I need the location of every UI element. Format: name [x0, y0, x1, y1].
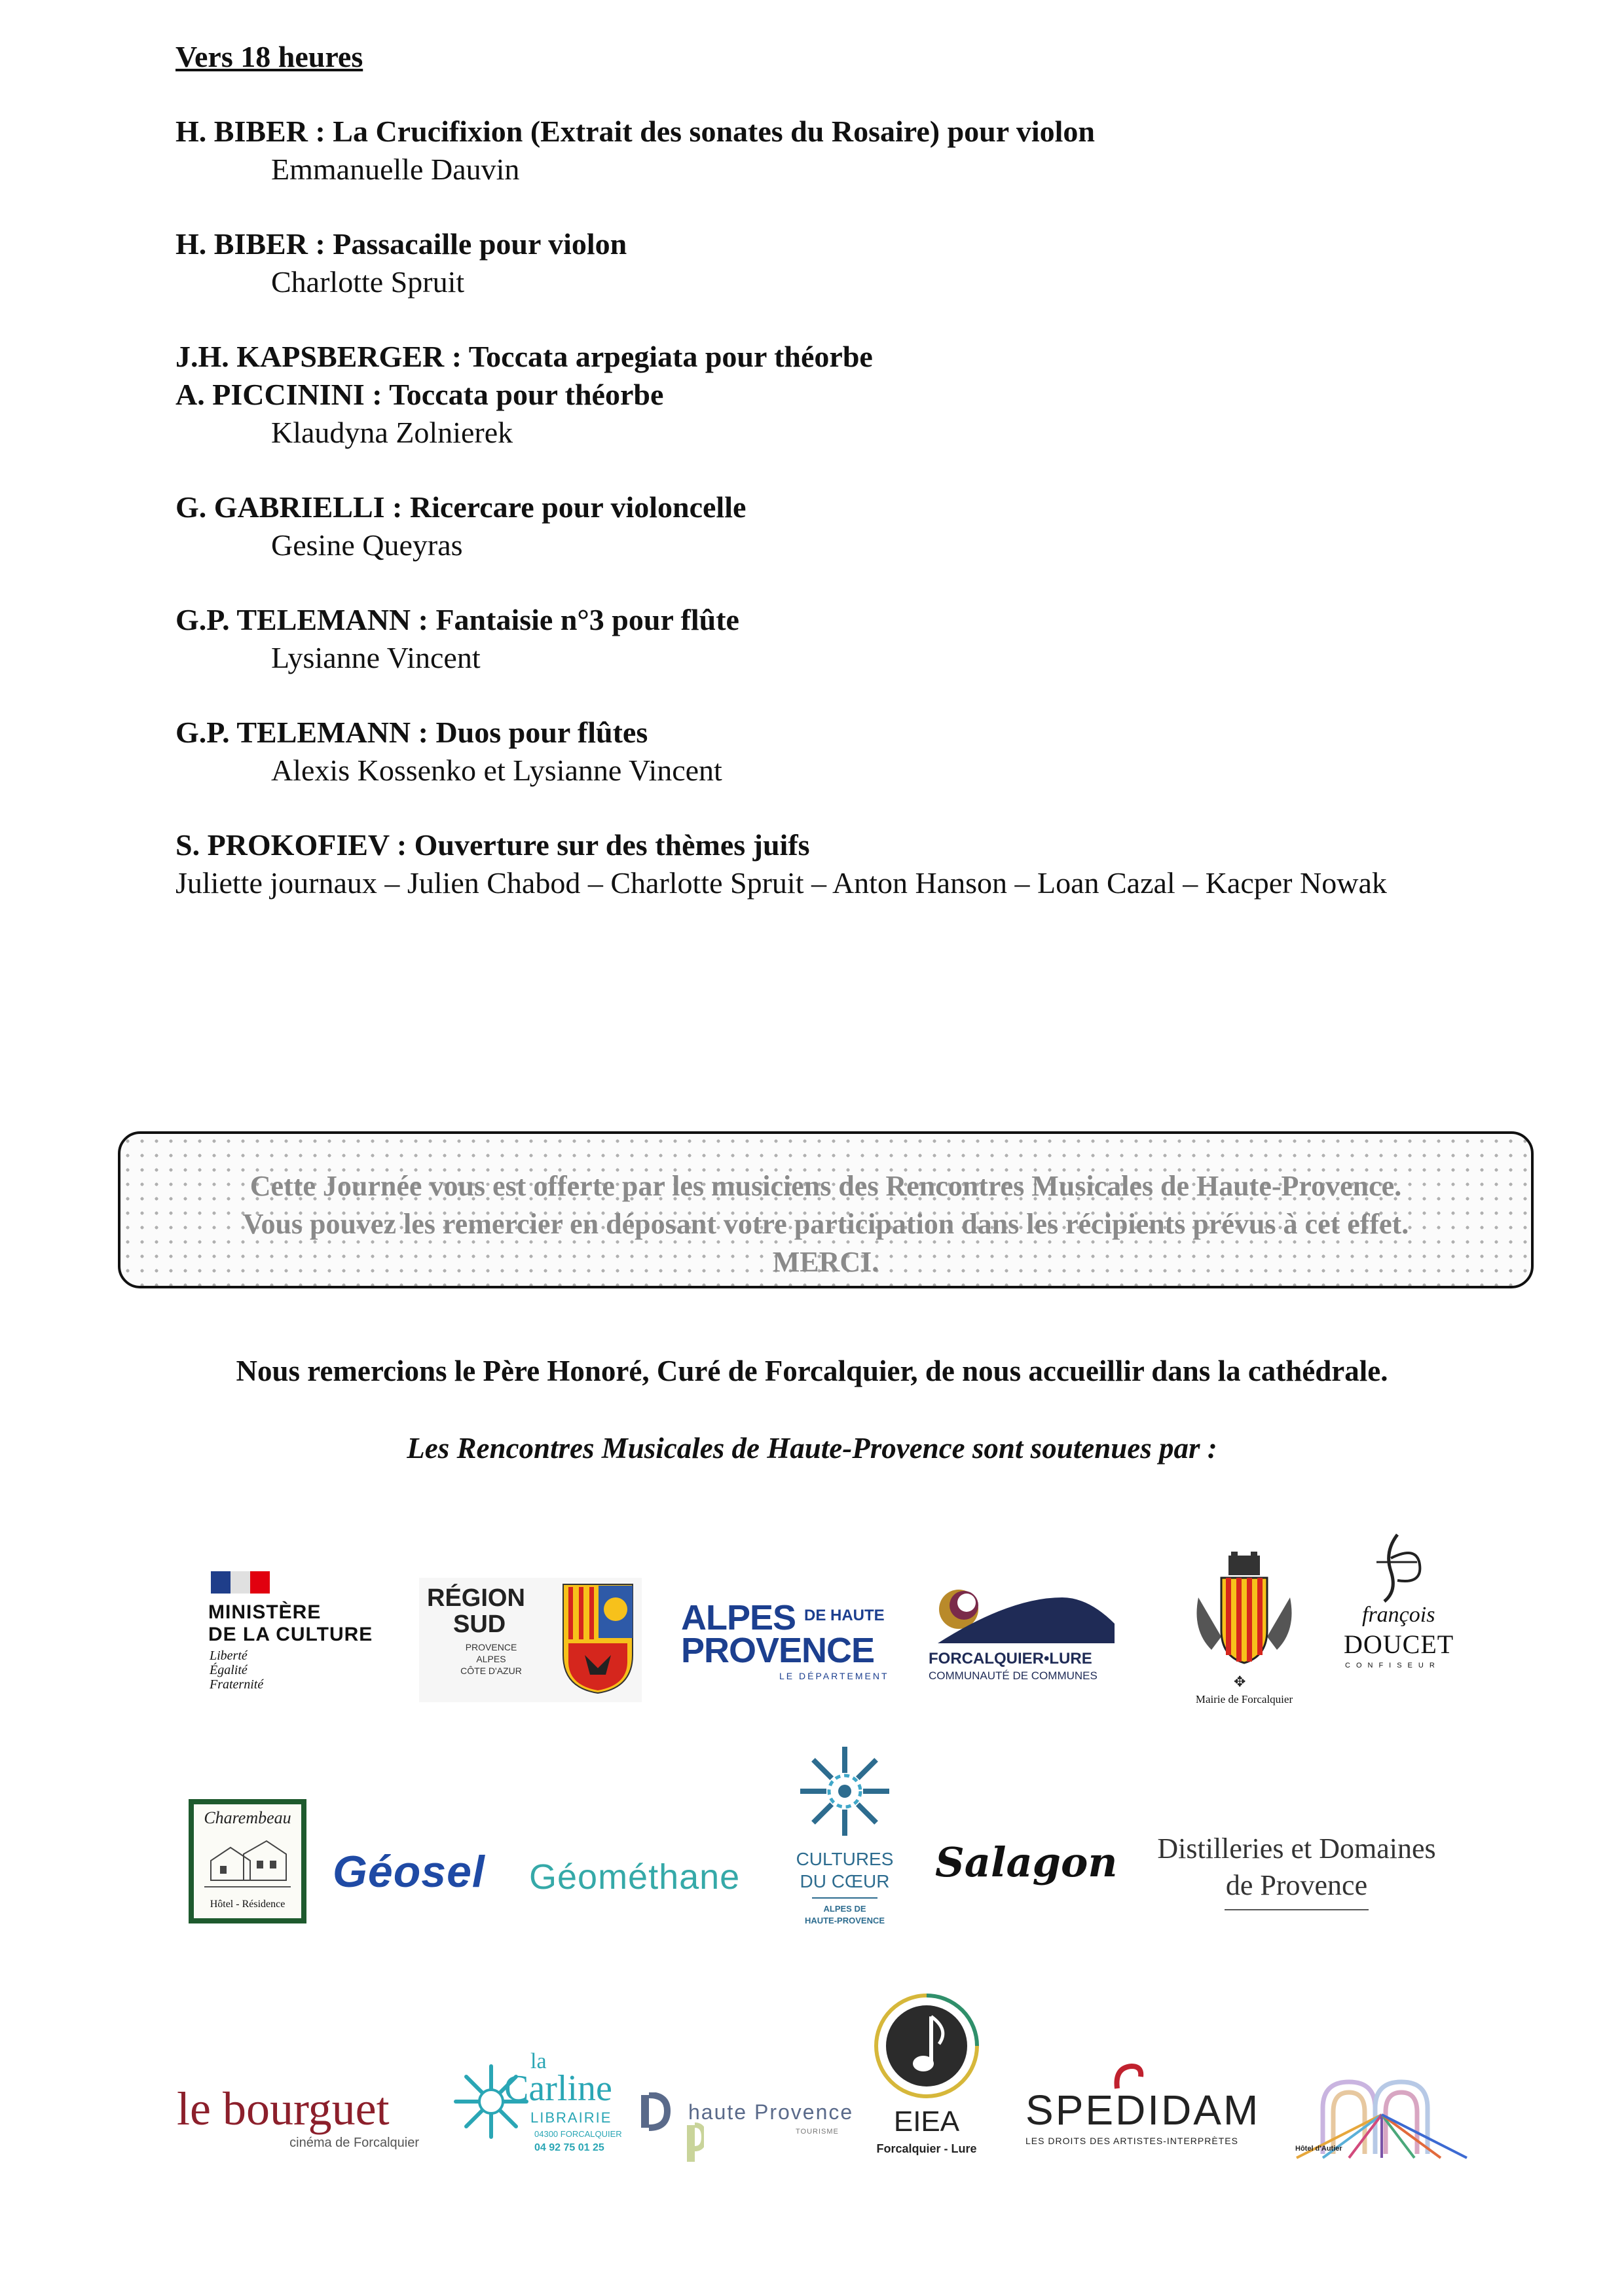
- alpes-line: PROVENCE: [681, 1631, 875, 1670]
- region-line: SUD: [453, 1611, 506, 1638]
- carline-line: Carline: [504, 2068, 612, 2109]
- performer: Emmanuelle Dauvin: [271, 153, 520, 186]
- performer: Juliette journaux – Julien Chabod – Charlotte Spruit – Anton Hanson – Loan Cazal – Kacper Nowak: [175, 866, 1387, 900]
- alpes-haute-provence-logo: [681, 1597, 891, 1689]
- notice-line: MERCI.: [772, 1246, 879, 1278]
- charembeau-line: Hôtel - Résidence: [210, 1899, 286, 1910]
- bourguet-subtext: cinéma de Forcalquier: [289, 2136, 419, 2150]
- note-emblem-icon: [871, 1990, 982, 2102]
- mairie-cross-icon: ✥: [1234, 1673, 1246, 1690]
- performer: Lysianne Vincent: [271, 641, 481, 674]
- distilleries-line: Distilleries et Domaines: [1157, 1832, 1436, 1865]
- section-heading: Vers 18 heures: [175, 40, 363, 73]
- la-carline-logo: [452, 2049, 622, 2167]
- carline-line: la: [530, 2049, 547, 2073]
- doucet-line: DOUCET: [1344, 1630, 1454, 1659]
- alpes-line: ALPES: [681, 1598, 796, 1637]
- ministere-line: DE LA CULTURE: [208, 1624, 373, 1645]
- performer: Klaudyna Zolnierek: [271, 416, 513, 449]
- doucet-line: françois: [1362, 1603, 1435, 1627]
- donation-notice-box: [118, 1131, 1534, 1288]
- carline-line: 04 92 75 01 25: [534, 2142, 604, 2153]
- alpes-line: LE DÉPARTEMENT: [779, 1671, 889, 1681]
- flag-white: [231, 1571, 250, 1594]
- piece-title: H. BIBER : Passacaille pour violon: [175, 227, 627, 261]
- geomethane-text: Géométhane: [529, 1857, 741, 1897]
- spedidam-logo: [1025, 2062, 1261, 2154]
- piece-title: G.P. TELEMANN : Duos pour flûtes: [175, 716, 648, 749]
- notice-line: Vous pouvez les remercier en déposant votre participation dans les récipients prévus à cet effet.: [242, 1208, 1409, 1240]
- program-item: [175, 826, 1583, 902]
- region-subline: ALPES: [476, 1654, 506, 1664]
- spedidam-subtext: LES DROITS DES ARTISTES-INTERPRÈTES: [1025, 2136, 1238, 2146]
- carline-line: LIBRAIRIE: [530, 2109, 612, 2126]
- mountain-icon: [925, 1571, 1121, 1650]
- program-item: [175, 488, 1583, 564]
- piece-title: S. PROKOFIEV : Ouverture sur des thèmes juifs: [175, 828, 810, 862]
- le-bourguet-logo: [177, 2082, 426, 2154]
- piece-title: G. GABRIELLI : Ricercare pour violoncelle: [175, 490, 747, 524]
- salagon-text: Salagon: [935, 1838, 1118, 1886]
- hotel-autier-logo: [1283, 2069, 1486, 2160]
- ministere-culture-logo: [208, 1571, 392, 1702]
- building-sketch-icon: [204, 1834, 291, 1893]
- notice-line: Cette Journée vous est offerte par les musiciens des Rencontres Musicales de Haute-Provence.: [249, 1170, 1402, 1202]
- program-list: [175, 113, 1583, 939]
- forcalquier-line: COMMUNAUTÉ DE COMMUNES: [929, 1669, 1098, 1682]
- hotel-autier-text: Hôtel d'Autier: [1295, 2145, 1342, 2153]
- haute-provence-tourisme-logo: [638, 2092, 861, 2164]
- piece-title: G.P. TELEMANN : Fantaisie n°3 pour flûte: [175, 603, 739, 636]
- piece-title: H. BIBER : La Crucifixion (Extrait des sonates du Rosaire) pour violon: [175, 115, 1095, 148]
- program-item: [175, 714, 1583, 790]
- cultures-line: ALPES DE: [823, 1904, 866, 1914]
- francois-doucet-logo: [1336, 1532, 1467, 1696]
- charembeau-logo: [189, 1799, 306, 1923]
- flag-blue: [211, 1571, 231, 1594]
- fd-monogram-icon: [1371, 1532, 1430, 1604]
- cultures-line: DU CŒUR: [800, 1871, 890, 1891]
- program-item: [175, 338, 1583, 452]
- cultures-line: CULTURES: [796, 1849, 894, 1869]
- region-subline: PROVENCE: [465, 1642, 517, 1652]
- piece-title: J.H. KAPSBERGER : Toccata arpegiata pour théorbe: [175, 340, 873, 373]
- program-item: [175, 601, 1583, 677]
- flag-red: [250, 1571, 270, 1594]
- eiea-logo: [871, 1990, 982, 2174]
- coat-of-arms-icon: [1185, 1552, 1303, 1669]
- cultures-line: HAUTE-PROVENCE: [804, 1916, 885, 1925]
- eiea-line: EIEA: [893, 2105, 960, 2138]
- program-item: [175, 113, 1583, 189]
- region-line: RÉGION: [427, 1584, 525, 1612]
- geosel-logo: [333, 1846, 509, 1899]
- motto-line: Fraternité: [210, 1677, 264, 1692]
- bourguet-text: le bourguet: [177, 2083, 390, 2135]
- support-heading: Les Rencontres Musicales de Haute-Provence sont soutenues par :: [407, 1432, 1217, 1465]
- forcalquier-lure-logo: [925, 1571, 1121, 1689]
- performer: Alexis Kossenko et Lysianne Vincent: [271, 754, 722, 787]
- mairie-line: Mairie de Forcalquier: [1195, 1693, 1293, 1705]
- ministere-line: MINISTÈRE: [208, 1601, 322, 1623]
- snowflake-emblem-icon: [795, 1741, 895, 1841]
- geomethane-logo: [529, 1857, 758, 1903]
- program-item: [175, 225, 1583, 301]
- doucet-line: CONFISEUR: [1345, 1662, 1441, 1669]
- mairie-forcalquier-logo: [1179, 1552, 1310, 1709]
- motto-line: Liberté: [210, 1649, 248, 1663]
- hp-line: TOURISME: [796, 2128, 839, 2136]
- geosel-text: Géosel: [333, 1847, 485, 1897]
- performer: Charlotte Spruit: [271, 265, 465, 299]
- alpes-line: DE HAUTE: [804, 1607, 885, 1624]
- region-shield-icon: [562, 1583, 634, 1694]
- carline-line: 04300 FORCALQUIER: [534, 2129, 622, 2139]
- motto-line: Égalité: [210, 1663, 248, 1677]
- forcalquier-line: FORCALQUIER•LURE: [929, 1650, 1092, 1667]
- charembeau-line: Charembeau: [204, 1808, 291, 1827]
- cultures-du-coeur-logo: [792, 1741, 897, 1938]
- region-sud-logo: [419, 1578, 642, 1702]
- distilleries-line: de Provence: [1225, 1869, 1368, 1901]
- spedidam-text: SPEDIDAM: [1025, 2086, 1261, 2134]
- piece-title: A. PICCININI : Toccata pour théorbe: [175, 378, 664, 411]
- cultures-divider: [812, 1897, 877, 1899]
- eiea-line: Forcalquier - Lure: [876, 2142, 977, 2155]
- distilleries-divider: [1225, 1909, 1369, 1910]
- region-subline: CÔTE D'AZUR: [460, 1666, 522, 1676]
- salagon-logo: [935, 1838, 1118, 1910]
- performer: Gesine Queyras: [271, 528, 463, 562]
- hp-line: haute Provence: [688, 2100, 854, 2124]
- thanks-text: Nous remercions le Père Honoré, Curé de Forcalquier, de nous accueillir dans la cathédrale.: [236, 1355, 1388, 1387]
- distilleries-logo: [1139, 1832, 1454, 1923]
